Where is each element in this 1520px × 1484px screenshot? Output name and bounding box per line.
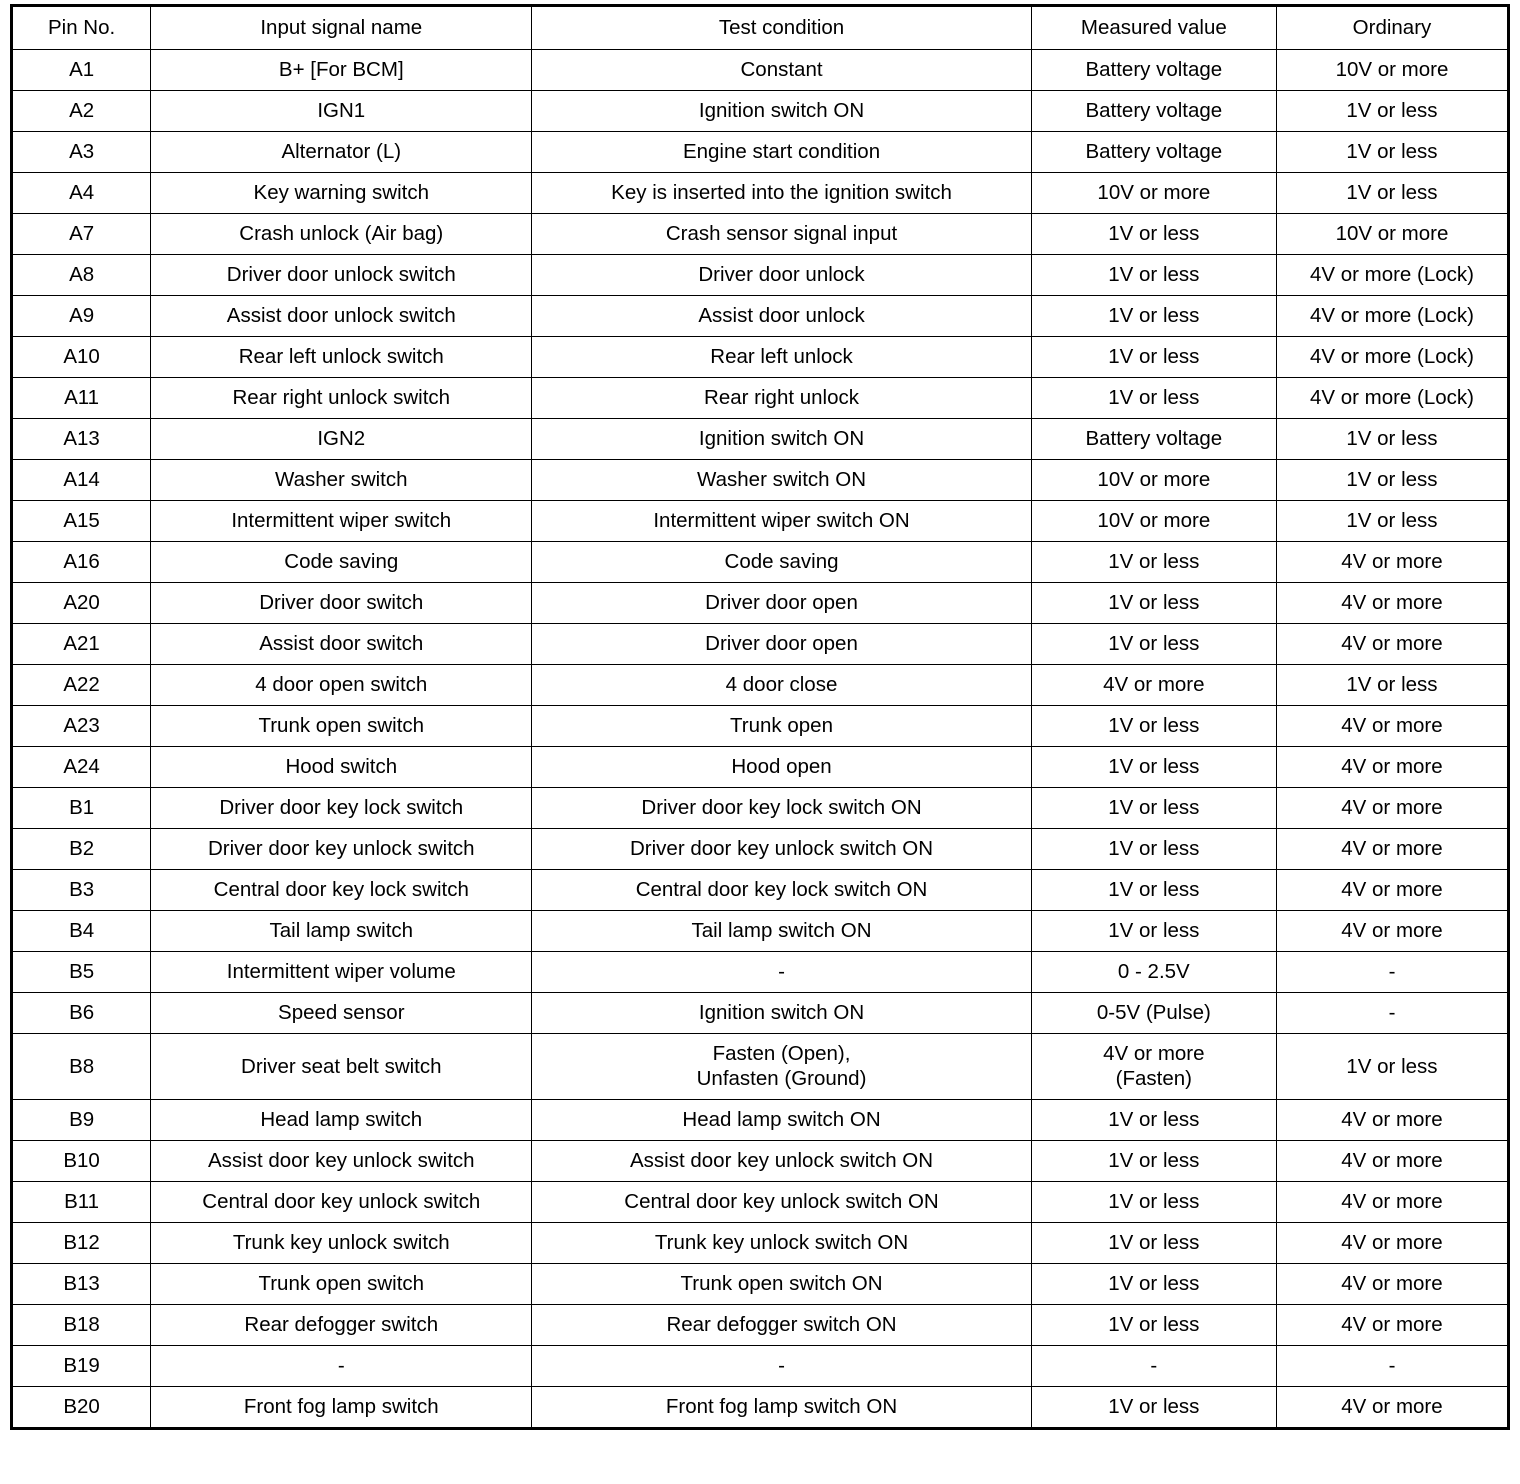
pin-number-cell: B9 bbox=[12, 1100, 151, 1141]
table-cell: 1V or less bbox=[1031, 706, 1276, 747]
table-row bbox=[12, 1305, 1509, 1346]
table-row bbox=[12, 255, 1509, 296]
table-cell: Trunk open switch bbox=[151, 706, 532, 747]
table-cell: 1V or less bbox=[1031, 255, 1276, 296]
table-cell: 4V or more (Lock) bbox=[1276, 337, 1508, 378]
table-cell: 10V or more bbox=[1031, 460, 1276, 501]
table-cell: 1V or less bbox=[1031, 1264, 1276, 1305]
table-cell: Crash sensor signal input bbox=[532, 214, 1031, 255]
table-row bbox=[12, 1141, 1509, 1182]
table-cell: 4V or more bbox=[1276, 870, 1508, 911]
table-cell: Driver door key unlock switch bbox=[151, 829, 532, 870]
table-cell: Intermittent wiper volume bbox=[151, 952, 532, 993]
table-cell: Code saving bbox=[151, 542, 532, 583]
table-cell: 10V or more bbox=[1276, 214, 1508, 255]
table-cell: IGN1 bbox=[151, 91, 532, 132]
table-cell: - bbox=[532, 952, 1031, 993]
table-cell: - bbox=[1276, 952, 1508, 993]
pin-number-cell: A1 bbox=[12, 50, 151, 91]
table-cell: Tail lamp switch bbox=[151, 911, 532, 952]
table-row bbox=[12, 378, 1509, 419]
table-cell: Driver door unlock switch bbox=[151, 255, 532, 296]
table-cell: Driver door switch bbox=[151, 583, 532, 624]
table-row bbox=[12, 1264, 1509, 1305]
table-cell: Trunk key unlock switch ON bbox=[532, 1223, 1031, 1264]
column-header: Test condition bbox=[532, 6, 1031, 50]
table-cell: - bbox=[532, 1346, 1031, 1387]
table-cell: 1V or less bbox=[1031, 583, 1276, 624]
table-row bbox=[12, 993, 1509, 1034]
table-row bbox=[12, 419, 1509, 460]
table-cell: 4V or more bbox=[1276, 788, 1508, 829]
table-cell: Rear defogger switch bbox=[151, 1305, 532, 1346]
table-row bbox=[12, 788, 1509, 829]
table-cell: 1V or less bbox=[1031, 542, 1276, 583]
table-cell: 4V or more bbox=[1276, 1387, 1508, 1429]
cell-line: (Fasten) bbox=[1115, 1067, 1192, 1090]
table-cell: Ignition switch ON bbox=[532, 91, 1031, 132]
table-cell: 1V or less bbox=[1031, 214, 1276, 255]
table-cell: 4V or more bbox=[1276, 1100, 1508, 1141]
table-body bbox=[12, 50, 1509, 1429]
cell-line: Fasten (Open), bbox=[712, 1042, 851, 1065]
table-cell: - bbox=[1276, 1346, 1508, 1387]
table-cell: 4V or more (Lock) bbox=[1276, 255, 1508, 296]
table-cell: IGN2 bbox=[151, 419, 532, 460]
pin-number-cell: B12 bbox=[12, 1223, 151, 1264]
table-cell: 1V or less bbox=[1276, 173, 1508, 214]
table-cell: Washer switch ON bbox=[532, 460, 1031, 501]
table-row bbox=[12, 1223, 1509, 1264]
pin-number-cell: A23 bbox=[12, 706, 151, 747]
table-cell: Assist door key unlock switch ON bbox=[532, 1141, 1031, 1182]
table-row bbox=[12, 747, 1509, 788]
table-cell: Rear defogger switch ON bbox=[532, 1305, 1031, 1346]
cell-line: Unfasten (Ground) bbox=[696, 1067, 867, 1090]
table-cell: Head lamp switch ON bbox=[532, 1100, 1031, 1141]
table-row bbox=[12, 870, 1509, 911]
table-row bbox=[12, 460, 1509, 501]
table-cell: 1V or less bbox=[1031, 337, 1276, 378]
pin-number-cell: B1 bbox=[12, 788, 151, 829]
table-cell: 4V or more bbox=[1276, 1305, 1508, 1346]
pin-number-cell: A7 bbox=[12, 214, 151, 255]
table-row bbox=[12, 706, 1509, 747]
table-cell: - bbox=[1031, 1346, 1276, 1387]
table-cell: Battery voltage bbox=[1031, 132, 1276, 173]
table-cell: Tail lamp switch ON bbox=[532, 911, 1031, 952]
table-cell: Rear left unlock switch bbox=[151, 337, 532, 378]
table-cell: Assist door key unlock switch bbox=[151, 1141, 532, 1182]
table-row bbox=[12, 1346, 1509, 1387]
pin-number-cell: A2 bbox=[12, 91, 151, 132]
table-cell: 1V or less bbox=[1276, 1034, 1508, 1100]
table-row bbox=[12, 1387, 1509, 1429]
table-cell: Washer switch bbox=[151, 460, 532, 501]
pin-number-cell: B18 bbox=[12, 1305, 151, 1346]
table-cell: 1V or less bbox=[1031, 870, 1276, 911]
table-cell: 4 door close bbox=[532, 665, 1031, 706]
table-row bbox=[12, 583, 1509, 624]
table-cell: Ignition switch ON bbox=[532, 419, 1031, 460]
pin-number-cell: A21 bbox=[12, 624, 151, 665]
table-cell: Driver seat belt switch bbox=[151, 1034, 532, 1100]
table-row bbox=[12, 132, 1509, 173]
pin-number-cell: A9 bbox=[12, 296, 151, 337]
table-cell: 1V or less bbox=[1031, 1223, 1276, 1264]
pin-number-cell: A8 bbox=[12, 255, 151, 296]
pin-number-cell: B6 bbox=[12, 993, 151, 1034]
table-cell: 4V or more bbox=[1276, 1141, 1508, 1182]
table-cell: - bbox=[151, 1346, 532, 1387]
pin-number-cell: B20 bbox=[12, 1387, 151, 1429]
pin-number-cell: B8 bbox=[12, 1034, 151, 1100]
table-cell: Central door key unlock switch ON bbox=[532, 1182, 1031, 1223]
pin-number-cell: B3 bbox=[12, 870, 151, 911]
table-cell: 4V or more bbox=[1031, 665, 1276, 706]
table-cell: Key is inserted into the ignition switch bbox=[532, 173, 1031, 214]
table-cell: 1V or less bbox=[1031, 747, 1276, 788]
cell-line: 4V or more bbox=[1103, 1042, 1205, 1065]
table-cell: 1V or less bbox=[1031, 1305, 1276, 1346]
table-cell: Trunk open switch bbox=[151, 1264, 532, 1305]
table-row bbox=[12, 911, 1509, 952]
pin-number-cell: A10 bbox=[12, 337, 151, 378]
table-row bbox=[12, 1100, 1509, 1141]
table-cell: 10V or more bbox=[1031, 173, 1276, 214]
table-row bbox=[12, 1182, 1509, 1223]
table-cell: 4V or more bbox=[1276, 911, 1508, 952]
table-row bbox=[12, 91, 1509, 132]
table-cell: Driver door key lock switch bbox=[151, 788, 532, 829]
table-cell: 4V or more bbox=[1276, 1182, 1508, 1223]
table-cell: 4V or more (Lock) bbox=[1276, 378, 1508, 419]
table-cell: Rear right unlock switch bbox=[151, 378, 532, 419]
table-cell: Central door key unlock switch bbox=[151, 1182, 532, 1223]
table-cell: Constant bbox=[532, 50, 1031, 91]
table-cell: Engine start condition bbox=[532, 132, 1031, 173]
pin-number-cell: B5 bbox=[12, 952, 151, 993]
table-cell: Assist door unlock switch bbox=[151, 296, 532, 337]
table-cell: Intermittent wiper switch bbox=[151, 501, 532, 542]
table-cell: Hood switch bbox=[151, 747, 532, 788]
table-cell: 1V or less bbox=[1031, 378, 1276, 419]
table-cell: Alternator (L) bbox=[151, 132, 532, 173]
table-cell: Trunk open switch ON bbox=[532, 1264, 1031, 1305]
pin-number-cell: B11 bbox=[12, 1182, 151, 1223]
table-cell: Speed sensor bbox=[151, 993, 532, 1034]
table-cell: 1V or less bbox=[1031, 829, 1276, 870]
table-row bbox=[12, 952, 1509, 993]
table-cell: 1V or less bbox=[1031, 1100, 1276, 1141]
table-cell: Battery voltage bbox=[1031, 50, 1276, 91]
pin-number-cell: A14 bbox=[12, 460, 151, 501]
table-cell: 4V or more bbox=[1276, 1264, 1508, 1305]
table-row bbox=[12, 337, 1509, 378]
column-header: Ordinary bbox=[1276, 6, 1508, 50]
table-row bbox=[12, 624, 1509, 665]
table-cell: 1V or less bbox=[1276, 91, 1508, 132]
pin-number-cell: A4 bbox=[12, 173, 151, 214]
pin-number-cell: A20 bbox=[12, 583, 151, 624]
table-row bbox=[12, 296, 1509, 337]
table-cell: 1V or less bbox=[1276, 501, 1508, 542]
table-cell: Front fog lamp switch ON bbox=[532, 1387, 1031, 1429]
table-cell: 4V or more bbox=[1276, 542, 1508, 583]
table-row bbox=[12, 501, 1509, 542]
bcm-pin-signal-table bbox=[10, 4, 1510, 1430]
table-cell: Key warning switch bbox=[151, 173, 532, 214]
table-row bbox=[12, 50, 1509, 91]
table-cell: Front fog lamp switch bbox=[151, 1387, 532, 1429]
table-cell: 4V or more bbox=[1276, 829, 1508, 870]
table-cell: Trunk open bbox=[532, 706, 1031, 747]
table-cell: Driver door key lock switch ON bbox=[532, 788, 1031, 829]
table-cell: 1V or less bbox=[1031, 624, 1276, 665]
table-row bbox=[12, 214, 1509, 255]
pin-number-cell: A16 bbox=[12, 542, 151, 583]
table-cell: - bbox=[1276, 993, 1508, 1034]
table-cell: Central door key lock switch bbox=[151, 870, 532, 911]
table-cell: Crash unlock (Air bag) bbox=[151, 214, 532, 255]
table-cell: Driver door open bbox=[532, 624, 1031, 665]
pin-number-cell: B10 bbox=[12, 1141, 151, 1182]
table-cell: 1V or less bbox=[1276, 665, 1508, 706]
table-cell: Head lamp switch bbox=[151, 1100, 532, 1141]
table-row bbox=[12, 542, 1509, 583]
table-cell: Battery voltage bbox=[1031, 91, 1276, 132]
table-row bbox=[12, 829, 1509, 870]
table-cell: Assist door switch bbox=[151, 624, 532, 665]
table-cell: B+ [For BCM] bbox=[151, 50, 532, 91]
table-cell: 1V or less bbox=[1031, 788, 1276, 829]
table-cell: 10V or more bbox=[1031, 501, 1276, 542]
table-cell: 1V or less bbox=[1031, 911, 1276, 952]
pin-number-cell: B4 bbox=[12, 911, 151, 952]
table-cell: Assist door unlock bbox=[532, 296, 1031, 337]
table-cell: Ignition switch ON bbox=[532, 993, 1031, 1034]
table-cell: Rear right unlock bbox=[532, 378, 1031, 419]
pin-number-cell: A24 bbox=[12, 747, 151, 788]
table-cell: 4V or more bbox=[1276, 624, 1508, 665]
table-header-row bbox=[12, 6, 1509, 50]
pin-number-cell: A13 bbox=[12, 419, 151, 460]
table-cell: Driver door open bbox=[532, 583, 1031, 624]
table-cell bbox=[1031, 1034, 1276, 1100]
table-cell: Central door key lock switch ON bbox=[532, 870, 1031, 911]
table-cell: Driver door key unlock switch ON bbox=[532, 829, 1031, 870]
table-cell: 1V or less bbox=[1031, 296, 1276, 337]
table-cell: 4 door open switch bbox=[151, 665, 532, 706]
table-cell bbox=[532, 1034, 1031, 1100]
pin-number-cell: B13 bbox=[12, 1264, 151, 1305]
table-cell: 1V or less bbox=[1031, 1387, 1276, 1429]
pin-number-cell: A15 bbox=[12, 501, 151, 542]
table-cell: Battery voltage bbox=[1031, 419, 1276, 460]
column-header: Pin No. bbox=[12, 6, 151, 50]
column-header: Measured value bbox=[1031, 6, 1276, 50]
pin-number-cell: B19 bbox=[12, 1346, 151, 1387]
table-cell: Intermittent wiper switch ON bbox=[532, 501, 1031, 542]
table-cell: Hood open bbox=[532, 747, 1031, 788]
table-cell: 1V or less bbox=[1276, 132, 1508, 173]
table-cell: 4V or more bbox=[1276, 747, 1508, 788]
table-cell: 1V or less bbox=[1031, 1141, 1276, 1182]
table-cell: 1V or less bbox=[1031, 1182, 1276, 1223]
table-cell: 0-5V (Pulse) bbox=[1031, 993, 1276, 1034]
table-cell: Trunk key unlock switch bbox=[151, 1223, 532, 1264]
table-cell: 4V or more bbox=[1276, 583, 1508, 624]
table-row bbox=[12, 1034, 1509, 1100]
pin-number-cell: B2 bbox=[12, 829, 151, 870]
table-row bbox=[12, 173, 1509, 214]
table-cell: Rear left unlock bbox=[532, 337, 1031, 378]
table-cell: Driver door unlock bbox=[532, 255, 1031, 296]
pin-number-cell: A3 bbox=[12, 132, 151, 173]
table-cell: 0 - 2.5V bbox=[1031, 952, 1276, 993]
table-cell: 1V or less bbox=[1276, 460, 1508, 501]
pin-number-cell: A22 bbox=[12, 665, 151, 706]
pin-number-cell: A11 bbox=[12, 378, 151, 419]
table-row bbox=[12, 665, 1509, 706]
table-cell: Code saving bbox=[532, 542, 1031, 583]
table-cell: 4V or more bbox=[1276, 706, 1508, 747]
table-cell: 4V or more bbox=[1276, 1223, 1508, 1264]
table-cell: 4V or more (Lock) bbox=[1276, 296, 1508, 337]
column-header: Input signal name bbox=[151, 6, 532, 50]
table-cell: 10V or more bbox=[1276, 50, 1508, 91]
table-cell: 1V or less bbox=[1276, 419, 1508, 460]
